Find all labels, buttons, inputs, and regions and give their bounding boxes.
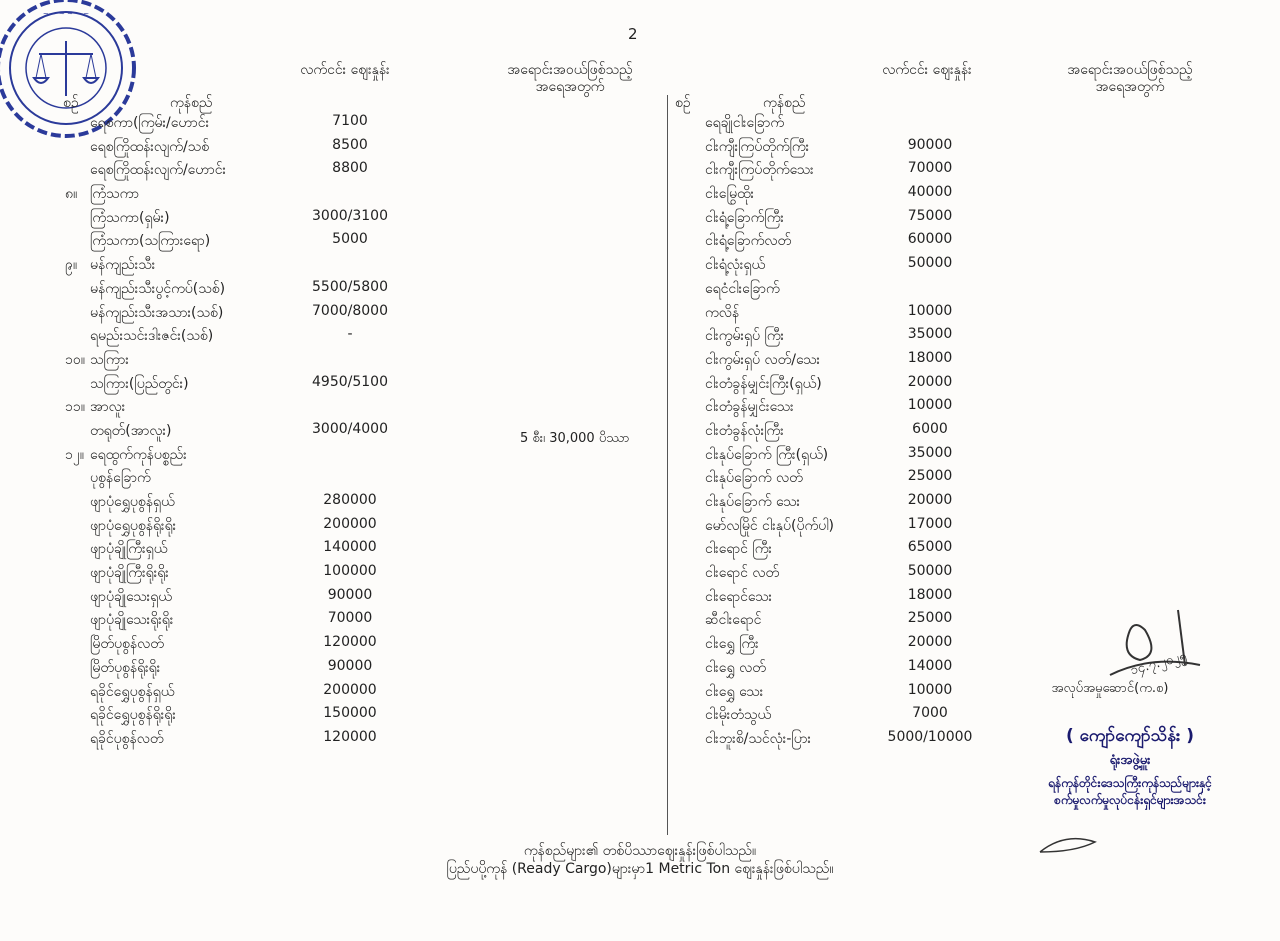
- item-name: ငါးနုပ်ခြောက် ကြီး(ရှယ်): [705, 446, 829, 463]
- table-row: [700, 516, 1020, 540]
- item-name: ရေစကြိုထန်းလျက်/ဟောင်း: [90, 162, 227, 179]
- item-name: တရုတ်(အာလူး): [90, 422, 172, 439]
- item-price: 3000/4000: [312, 420, 388, 437]
- item-name: ငါးရွှေ လတ်: [705, 659, 766, 676]
- table-row: [65, 350, 665, 374]
- table-row: [700, 539, 1020, 563]
- item-price: 7000/8000: [312, 302, 388, 319]
- table-row: [700, 160, 1020, 184]
- signer-role: ရုံးအဖွဲ့မှူး: [1109, 753, 1151, 768]
- item-price: 17000: [907, 515, 953, 532]
- table-row: [65, 303, 665, 327]
- item-name: ရခိုင်ရွှေပုစွန်ရိုးရိုး: [90, 707, 176, 724]
- item-price: 25000: [907, 610, 953, 627]
- table-row: [700, 397, 1020, 421]
- item-price: 100000: [323, 563, 377, 580]
- header-price-left: လက်ငင်း ဈေးနှုန်း: [300, 62, 390, 78]
- item-name: ရေချိုငါးခြောက်: [705, 115, 785, 131]
- item-name: ကြံသကာ: [90, 186, 140, 203]
- item-name: ဖျာပုံချိုကြီးရှယ်: [90, 541, 168, 558]
- item-name: ငါးနုပ်ခြောက် လတ်: [705, 470, 803, 487]
- table-row: [700, 279, 1020, 303]
- item-price: 7000: [912, 705, 948, 722]
- item-name: မြိတ်ပုစွန်လတ်: [90, 636, 164, 653]
- item-price: -: [347, 326, 353, 343]
- signer-organization-line2: စက်မှုလက်မှုလုပ်ငန်းရှင်များအသင်း: [1054, 793, 1206, 807]
- item-name: ရေစကာ(ကြမ်း/ဟောင်း: [90, 115, 210, 131]
- row-number: ၁၀။: [65, 351, 85, 368]
- row-number: ၉။: [65, 257, 78, 274]
- table-row: [700, 231, 1020, 255]
- item-price: 4950/5100: [312, 373, 388, 390]
- item-name: ဖျာပုံချိုသေးရှယ်: [90, 588, 172, 605]
- table-row: [700, 113, 1020, 137]
- item-price: 40000: [907, 184, 953, 201]
- table-row: [700, 184, 1020, 208]
- table-row: [700, 137, 1020, 161]
- item-price: 10000: [907, 397, 953, 414]
- signer-name: ( ကျော်ကျော်သိန်း ): [1065, 726, 1194, 746]
- item-name: ငါးရောင်သေး: [705, 588, 773, 605]
- item-price: 140000: [323, 539, 377, 556]
- item-name: ငါးရံ့ခြောက်လတ်: [705, 233, 792, 250]
- item-price: 90000: [327, 657, 373, 674]
- header-remark-right: အရောင်းအဝယ်ဖြစ်သည့် အရေအတွက်: [1067, 62, 1193, 95]
- item-name: မန်ကျည်းသီးအသား(သစ်): [90, 304, 224, 321]
- header-serial-right: စဉ်: [675, 95, 691, 111]
- table-row: [700, 255, 1020, 279]
- row-number: ၁၁။: [65, 399, 85, 416]
- item-price: 120000: [323, 728, 377, 745]
- table-row: [700, 634, 1020, 658]
- table-row: [700, 658, 1020, 682]
- item-price: 150000: [323, 705, 377, 722]
- table-row: [700, 492, 1020, 516]
- signature-title: အလုပ်အမှုဆောင်(က.စ): [1051, 681, 1169, 696]
- item-price: 18000: [907, 586, 953, 603]
- signature-date: ၁၄.၇.၂၀၂၅: [1128, 648, 1189, 679]
- table-row: [700, 563, 1020, 587]
- item-name: သကြား(ပြည်တွင်း): [90, 375, 189, 392]
- table-row: [700, 350, 1020, 374]
- item-name: ရေထွက်ကုန်ပစ္စည်း: [90, 446, 187, 463]
- item-price: 8800: [332, 160, 368, 177]
- item-price: 10000: [907, 302, 953, 319]
- item-name: မြိတ်ပုစွန်ရိုးရိုး: [90, 659, 161, 676]
- item-price: 50000: [907, 255, 953, 272]
- item-price: 75000: [907, 207, 953, 224]
- table-row: [65, 634, 665, 658]
- signer-organization-line1: ရန်ကုန်တိုင်းဒေသကြီးကုန်သည်များနှင့်: [1048, 776, 1212, 790]
- page-number: 2: [628, 25, 638, 43]
- table-row: [65, 184, 665, 208]
- table-row: [65, 492, 665, 516]
- table-row: [700, 610, 1020, 634]
- item-name: မန်ကျည်းသီးပွင့်ကပ်(သစ်): [90, 280, 226, 297]
- item-price: 120000: [323, 634, 377, 651]
- item-name: ဖျာပုံချိုကြီးရိုးရိုး: [90, 565, 169, 582]
- item-name: ဖျာပုံချိုသေးရိုးရိုး: [90, 612, 174, 629]
- table-row: [65, 255, 665, 279]
- item-price: 200000: [323, 681, 377, 698]
- item-price: 65000: [907, 539, 953, 556]
- item-price: 20000: [907, 373, 953, 390]
- item-name: ဖျာပုံရွှေပုစွန်ရှယ်: [90, 494, 175, 510]
- item-name: ကလိန်: [705, 304, 740, 321]
- item-price: 3000/3100: [312, 207, 388, 224]
- table-row: [65, 705, 665, 729]
- row-number: ၁၂။: [65, 446, 84, 463]
- footer-note: [360, 842, 920, 878]
- item-name: ငါးဘူးစိ/သင်လုံး-ပြား: [705, 730, 812, 747]
- initials-scribble-icon: [1035, 832, 1105, 860]
- svg-text:~ ~ ~ ~ ~ ~: ~ ~ ~ ~ ~ ~: [42, 10, 90, 18]
- item-name: ငါးနုပ်ခြောက် သေး: [705, 494, 801, 510]
- right-price-table: [700, 113, 1020, 753]
- item-name: ရခိုင်ရွှေပုစွန်ရှယ်: [90, 683, 175, 700]
- item-name: ကြံသကာ(သကြားရော): [90, 233, 211, 250]
- item-price: 60000: [907, 231, 953, 248]
- table-row: [700, 326, 1020, 350]
- item-name: ကြံသကာ(ရှမ်း): [90, 209, 170, 226]
- item-name: ငါးမြွေထိုး: [705, 186, 755, 203]
- table-row: [65, 113, 665, 137]
- item-name: ငါးကွမ်းရှပ် ကြီး: [705, 328, 785, 345]
- table-row: [65, 160, 665, 184]
- table-row: [65, 231, 665, 255]
- footer-line1: ကုန်စည်များ၏ တစ်ပိဿာဈေးနှုန်းဖြစ်ပါသည်။: [523, 843, 757, 859]
- item-name: ပုစွန်ခြောက်: [90, 470, 151, 487]
- item-name: ရခိုင်ပုစွန်လတ်: [90, 730, 164, 747]
- table-row: [65, 397, 665, 421]
- table-row: [65, 729, 665, 753]
- item-name: ဆီငါးရောင်: [705, 612, 762, 629]
- header-price-right: လက်ငင်း ဈေးနှုန်း: [882, 62, 972, 78]
- item-name: ငါးကျီးကြပ်တိုက်ကြီး: [705, 138, 810, 155]
- item-name: ငါးရွှေ သေး: [705, 683, 764, 700]
- table-row: [65, 468, 665, 492]
- table-row: [700, 587, 1020, 611]
- table-row: [65, 587, 665, 611]
- left-remark: 5 စီး၊ 30,000 ပိဿာ: [520, 431, 630, 446]
- item-price: 8500: [332, 136, 368, 153]
- table-row: [65, 208, 665, 232]
- table-row: [700, 445, 1020, 469]
- row-number: ၈။: [65, 186, 78, 203]
- table-row: [700, 468, 1020, 492]
- header-remark-left: အရောင်းအဝယ်ဖြစ်သည့် အရေအတွက်: [507, 62, 633, 95]
- item-price: 10000: [907, 681, 953, 698]
- table-row: [700, 421, 1020, 445]
- footer-line2: ပြည်ပပို့ကုန် (Ready Cargo)များမှာ1 Metric Ton ဈေးနှုန်းဖြစ်ပါသည်။: [446, 861, 834, 877]
- table-row: [700, 208, 1020, 232]
- table-row: [65, 658, 665, 682]
- item-price: 18000: [907, 349, 953, 366]
- table-row: [65, 539, 665, 563]
- item-name: ဖျာပုံရွှေပုစွန်ရိုးရိုး: [90, 517, 177, 534]
- item-price: 5000/10000: [887, 728, 973, 745]
- item-price: 35000: [907, 326, 953, 343]
- item-name: ငါးမိုးတံသွယ်: [705, 707, 772, 724]
- item-price: 70000: [907, 160, 953, 177]
- table-row: [700, 374, 1020, 398]
- item-price: 70000: [327, 610, 373, 627]
- item-price: 14000: [907, 657, 953, 674]
- table-row: [65, 563, 665, 587]
- item-price: 5000: [332, 231, 368, 248]
- item-price: 20000: [907, 634, 953, 651]
- item-price: 7100: [332, 113, 368, 129]
- item-price: 200000: [323, 515, 377, 532]
- table-row: [65, 516, 665, 540]
- table-row: [65, 137, 665, 161]
- column-divider: [667, 95, 668, 835]
- item-name: ငါးရွှေ ကြီး: [705, 636, 759, 653]
- item-name: မန်ကျည်းသီး: [90, 257, 156, 274]
- item-name: ငါးရောင် လတ်: [705, 565, 780, 582]
- header-serial-left: စဉ်: [63, 95, 79, 111]
- table-row: [65, 326, 665, 350]
- table-row: [65, 374, 665, 398]
- item-price: 90000: [327, 586, 373, 603]
- table-row: [65, 610, 665, 634]
- item-price: 50000: [907, 563, 953, 580]
- item-name: မော်လမြိုင် ငါးနုပ်(ပိုက်ပါ): [705, 517, 835, 534]
- item-price: 6000: [912, 420, 948, 437]
- table-row: [700, 729, 1020, 753]
- signer-organization: [1000, 775, 1260, 809]
- item-name: ငါးရံ့ခြောက်ကြီး: [705, 209, 784, 226]
- table-row: [700, 705, 1020, 729]
- item-name: ငါးကွမ်းရှပ် လတ်/သေး: [705, 351, 821, 368]
- item-price: 280000: [323, 492, 377, 508]
- item-name: ငါးကျီးကြပ်တိုက်သေး: [705, 162, 814, 179]
- item-name: ရေငံငါးခြောက်: [705, 280, 780, 297]
- item-name: အာလူး: [90, 399, 126, 416]
- item-name: ငါးတံခွန်မျှင်းကြီး(ရှယ်): [705, 375, 822, 392]
- item-name: ရမည်းသင်းဒါးဇင်း(သစ်): [90, 328, 214, 345]
- item-name: သကြား: [90, 351, 129, 368]
- item-price: 20000: [907, 492, 953, 508]
- header-item-left: ကုန်စည်: [170, 95, 213, 111]
- table-row: [700, 303, 1020, 327]
- item-name: ရေစကြိုထန်းလျက်/သစ်: [90, 138, 210, 155]
- table-row: [700, 682, 1020, 706]
- item-price: 35000: [907, 444, 953, 461]
- item-name: ငါးရံ့လုံးရှယ်: [705, 257, 766, 274]
- item-price: 5500/5800: [312, 278, 388, 295]
- item-name: ငါးတံခွန်လုံးကြီး: [705, 422, 784, 439]
- item-price: 90000: [907, 136, 953, 153]
- item-price: 25000: [907, 468, 953, 485]
- item-name: ငါးရောင် ကြီး: [705, 541, 772, 558]
- table-row: [65, 279, 665, 303]
- item-name: ငါးတံခွန်မျှင်းသေး: [705, 399, 794, 416]
- table-row: [65, 682, 665, 706]
- header-item-right: ကုန်စည်: [763, 95, 806, 111]
